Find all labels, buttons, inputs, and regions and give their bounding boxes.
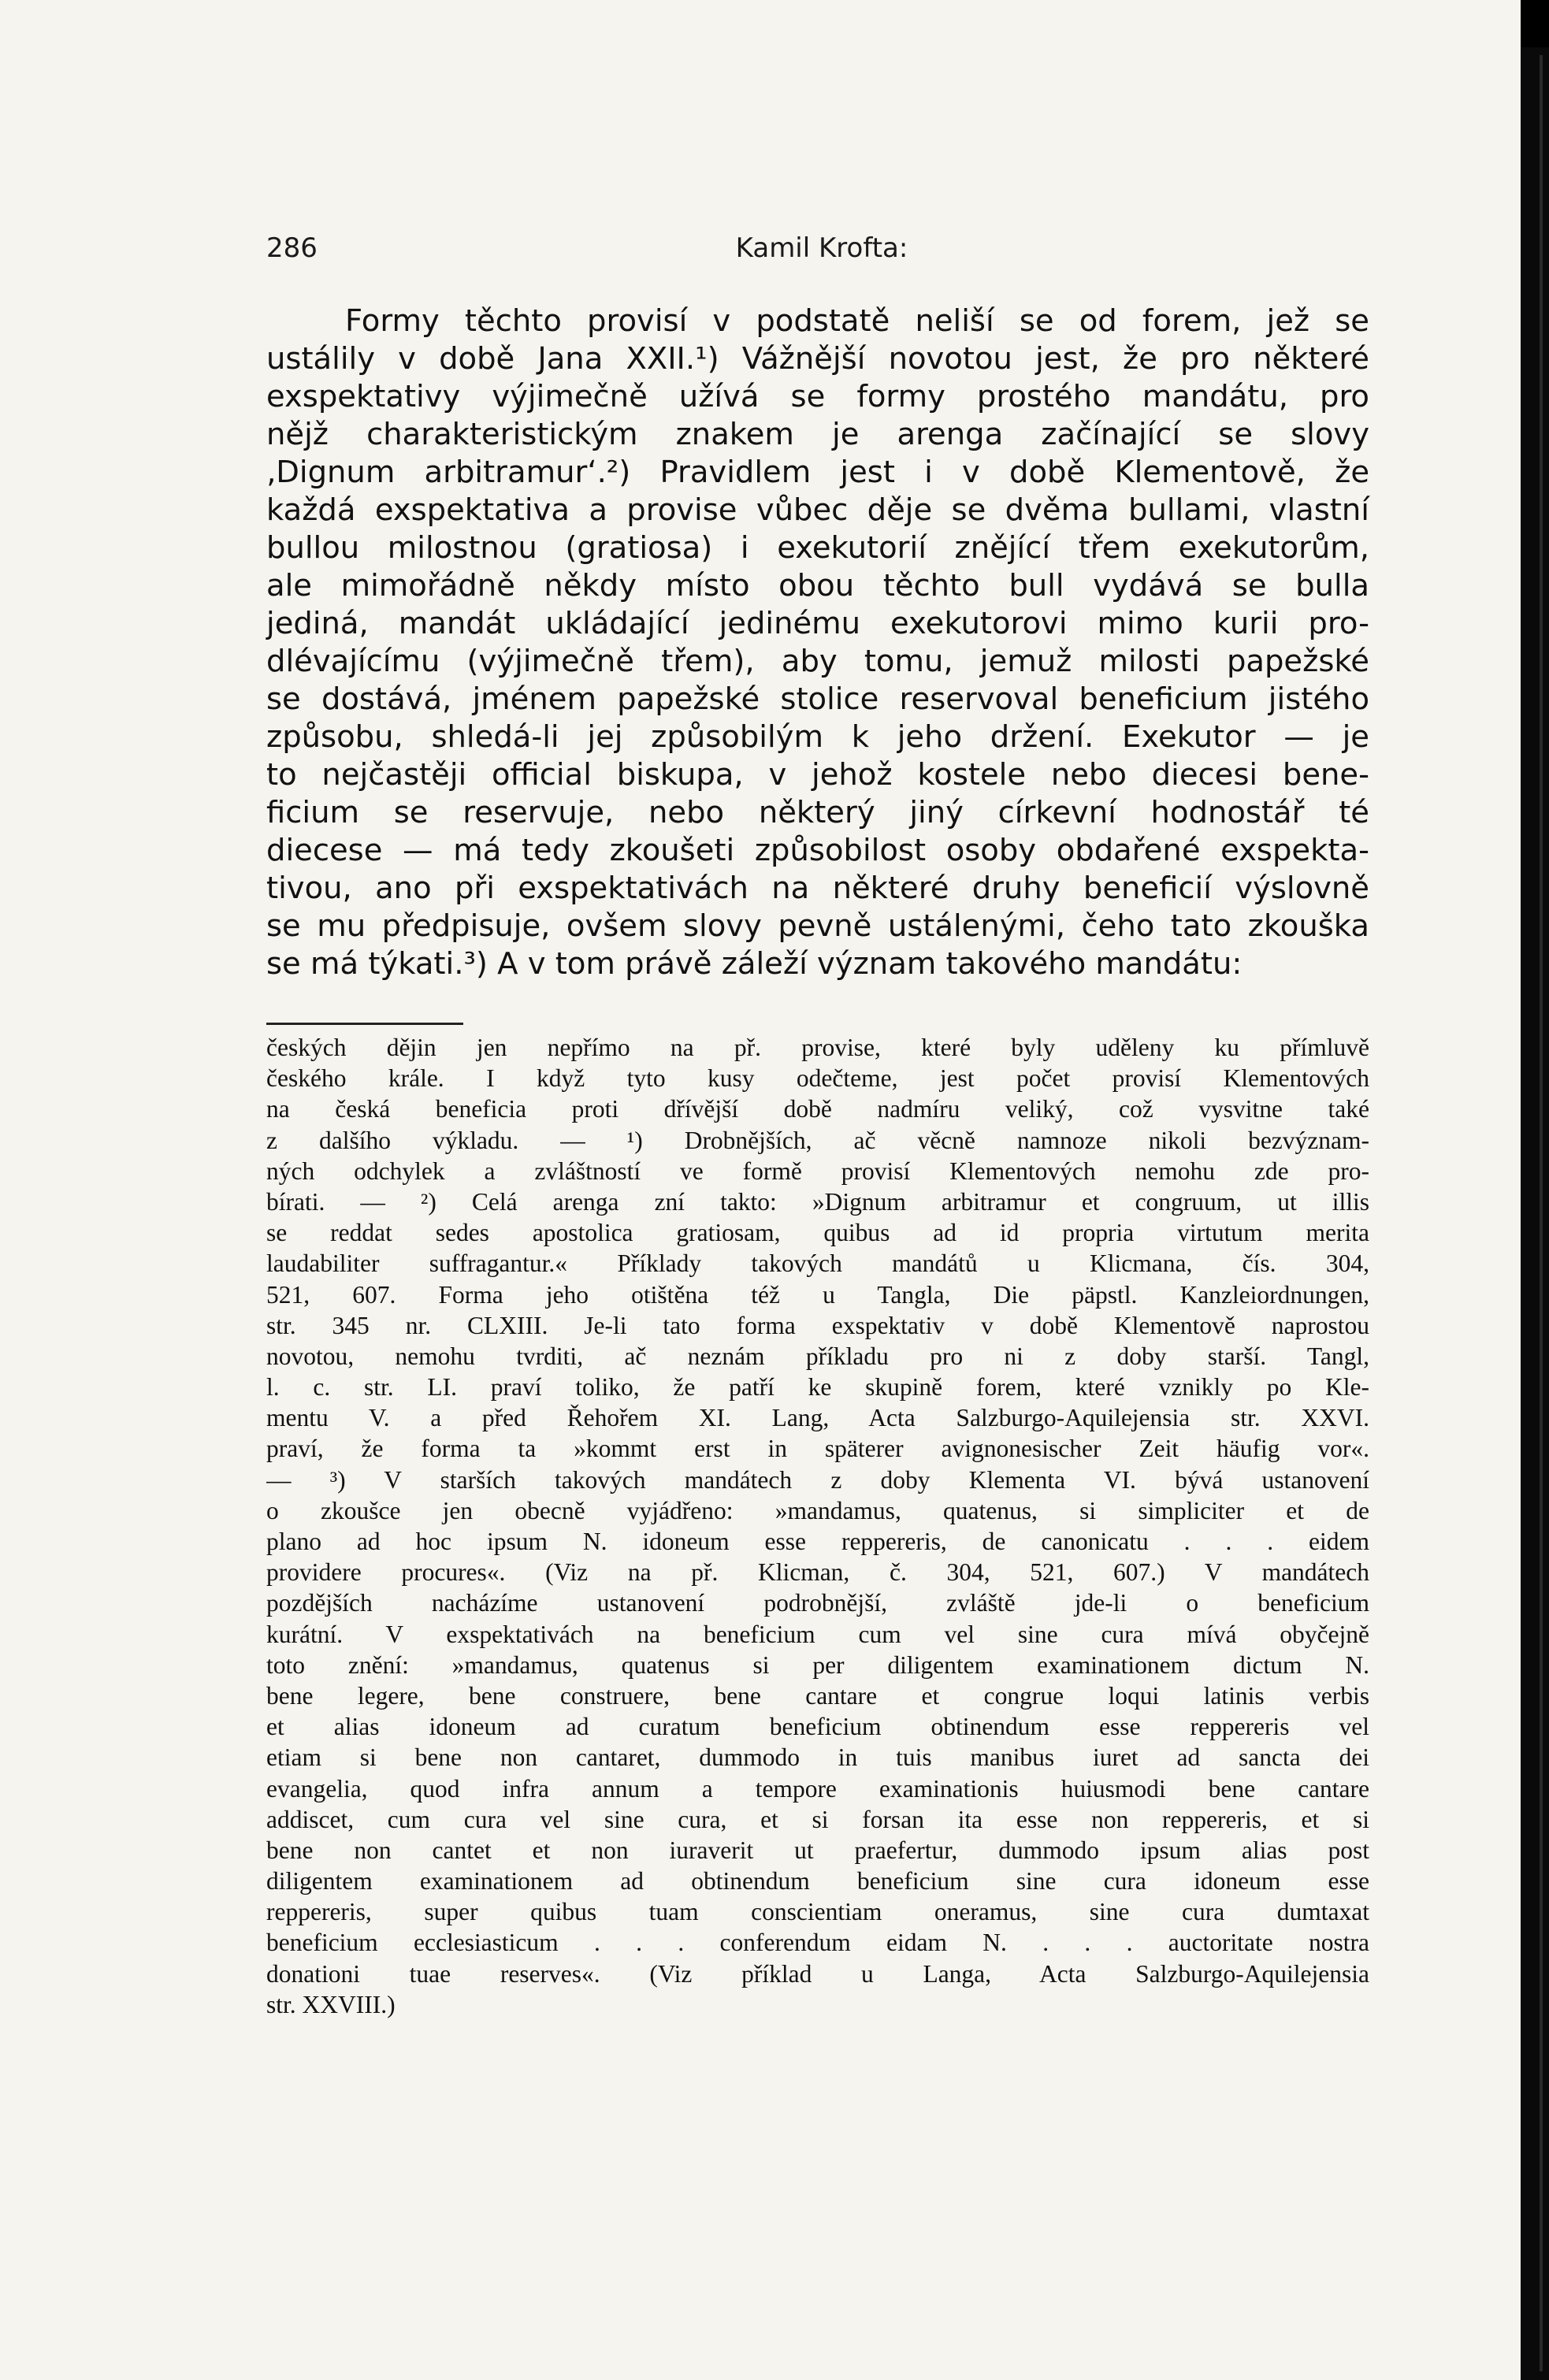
body-line: tivou, ano při exspektativách na některé druhy beneficií výslovně: [266, 871, 1369, 906]
footnote-line: evangelia, quod infra annum a tempore examinationis huiusmodi bene cantare: [266, 1774, 1369, 1803]
footnote-line: l. c. str. LI. praví toliko, že patří ke skupině forem, které vznikly po Kle-: [266, 1373, 1369, 1402]
body-line: Formy těchto provisí v podstatě neliší se od forem, jež se: [345, 303, 1369, 339]
footnote-line: praví, že forma ta »kommt erst in späterer avignonesischer Zeit häufig vor«.: [266, 1435, 1369, 1463]
body-line: bullou milostnou (gratiosa) i exekutorií znějící třem exekutorům,: [266, 530, 1369, 566]
footnote-separator: [266, 1023, 463, 1025]
body-line: se má týkati.³) A v tom právě záleží význam takového mandátu:: [266, 946, 1243, 982]
footnote-line: bene legere, bene construere, bene cantare et congrue loqui latinis verbis: [266, 1681, 1369, 1710]
footnote-line: — ³) V starších takových mandátech z doby Klementa VI. bývá ustanovení: [266, 1465, 1369, 1494]
footnote-line: bene non cantet et non iuraverit ut praefertur, dummodo ipsum alias post: [266, 1836, 1369, 1864]
body-line: ale mimořádně někdy místo obou těchto bull vydává se bulla: [266, 568, 1369, 603]
footnote-line: 521, 607. Forma jeho otištěna též u Tangla, Die päpstl. Kanzleiordnungen,: [266, 1280, 1369, 1309]
footnote-line: kurátní. V exspektativách na beneficium cum vel sine cura mívá obyčejně: [266, 1620, 1369, 1648]
footnote-line: beneficium ecclesiasticum . . . conferendum eidam N. . . . auctoritate nostra: [266, 1929, 1369, 1957]
footnote-line: českého krále. I když tyto kusy odečteme, jest počet provisí Klementových: [266, 1064, 1369, 1093]
footnote-line: donationi tuae reserves«. (Viz příklad u Langa, Acta Salzburgo-Aquilejensia: [266, 1959, 1369, 1988]
body-line: nějž charakteristickým znakem je arenga začínající se slovy: [266, 417, 1369, 452]
main-text: [266, 303, 1369, 983]
body-line: každá exspektativa a provise vůbec děje se dvěma bullami, vlastní: [266, 492, 1369, 528]
footnote-line: z dalšího výkladu. — ¹) Drobnějších, ač věcně namnoze nikoli bezvýznam-: [266, 1126, 1369, 1154]
body-line: ‚Dignum arbitramur‘.²) Pravidlem jest i v době Klementově, že: [266, 455, 1369, 490]
footnote-line: novotou, nemohu tvrditi, ač neznám příkladu pro ni z doby starší. Tangl,: [266, 1342, 1369, 1370]
body-line: ficium se reservuje, nebo některý jiný církevní hodnostář té: [266, 795, 1369, 830]
footnote-line: bírati. — ²) Celá arenga zní takto: »Dignum arbitramur et congruum, ut illis: [266, 1187, 1369, 1216]
footnote-line: diligentem examinationem ad obtinendum beneficium sine cura idoneum esse: [266, 1867, 1369, 1895]
page-header: [266, 225, 1377, 272]
footnote-line: mentu V. a před Řehořem XI. Lang, Acta Salzburgo-Aquilejensia str. XXVI.: [266, 1404, 1369, 1432]
body-line: diecese — má tedy zkoušeti způsobilost osoby obdařené exspekta-: [266, 833, 1369, 868]
running-head: Kamil Krofta:: [735, 232, 908, 264]
body-line: ustálily v době Jana XXII.¹) Vážnější novotou jest, že pro některé: [266, 341, 1369, 377]
body-line: to nejčastěji official biskupa, v jehož kostele nebo diecesi bene-: [266, 757, 1369, 793]
footnote-line: toto znění: »mandamus, quatenus si per diligentem examinationem dictum N.: [266, 1650, 1369, 1679]
footnote-line: laudabiliter suffragantur.« Příklady takových mandátů u Klicmana, čís. 304,: [266, 1249, 1369, 1278]
footnote-line: providere procures«. (Viz na př. Klicman, č. 304, 521, 607.) V mandátech: [266, 1558, 1369, 1587]
footnote-line: str. XXVIII.): [266, 1990, 396, 2018]
footnote-line: str. 345 nr. CLXIII. Je-li tato forma exspektativ v době Klementově naprostou: [266, 1311, 1369, 1339]
footnote-line: reppereris, super quibus tuam conscientiam oneramus, sine cura dumtaxat: [266, 1898, 1369, 1926]
body-line: dlévajícímu (výjimečně třem), aby tomu, jemuž milosti papežské: [266, 644, 1369, 679]
footnote-line: et alias idoneum ad curatum beneficium obtinendum esse reppereris vel: [266, 1713, 1369, 1741]
footnote-line: plano ad hoc ipsum N. idoneum esse reppereris, de canonicatu . . . eidem: [266, 1528, 1369, 1555]
page-number: 286: [266, 232, 318, 264]
footnotes: [266, 1032, 1369, 2020]
footnote-line: pozdějších nacházíme ustanovení podrobnější, zvláště jde-li o beneficium: [266, 1589, 1369, 1617]
footnote-line: etiam si bene non cantaret, dummodo in tuis manibus iuret ad sancta dei: [266, 1743, 1369, 1772]
footnote-line: se reddat sedes apostolica gratiosam, quibus ad id propria virtutum merita: [266, 1219, 1369, 1247]
body-line: způsobu, shledá-li jej způsobilým k jeho držení. Exekutor — je: [266, 719, 1369, 755]
page-edge-shadow: [1521, 47, 1549, 2380]
footnote-line: na česká beneficia proti dřívější době nadmíru veliký, což vysvitne také: [266, 1095, 1369, 1123]
footnote-line: o zkoušce jen obecně vyjádřeno: »mandamus, quatenus, si simpliciter et de: [266, 1496, 1369, 1524]
footnote-line: addiscet, cum cura vel sine cura, et si forsan ita esse non reppereris, et si: [266, 1805, 1369, 1833]
footnote-line: ných odchylek a zvláštností ve formě provisí Klementových nemohu zde pro-: [266, 1157, 1369, 1185]
body-line: exspektativy výjimečně užívá se formy prostého mandátu, pro: [266, 379, 1369, 414]
body-line: se mu předpisuje, ovšem slovy pevně ustálenými, čeho tato zkouška: [266, 908, 1369, 944]
body-line: se dostává, jménem papežské stolice reservoval beneficium jistého: [266, 681, 1369, 717]
body-line: jediná, mandát ukládající jedinému exekutorovi mimo kurii pro-: [266, 606, 1369, 641]
footnote-line: českých dějin jen nepřímo na př. provise, které byly uděleny ku přímluvě: [266, 1034, 1369, 1061]
page-edge-line: [1540, 55, 1543, 2371]
